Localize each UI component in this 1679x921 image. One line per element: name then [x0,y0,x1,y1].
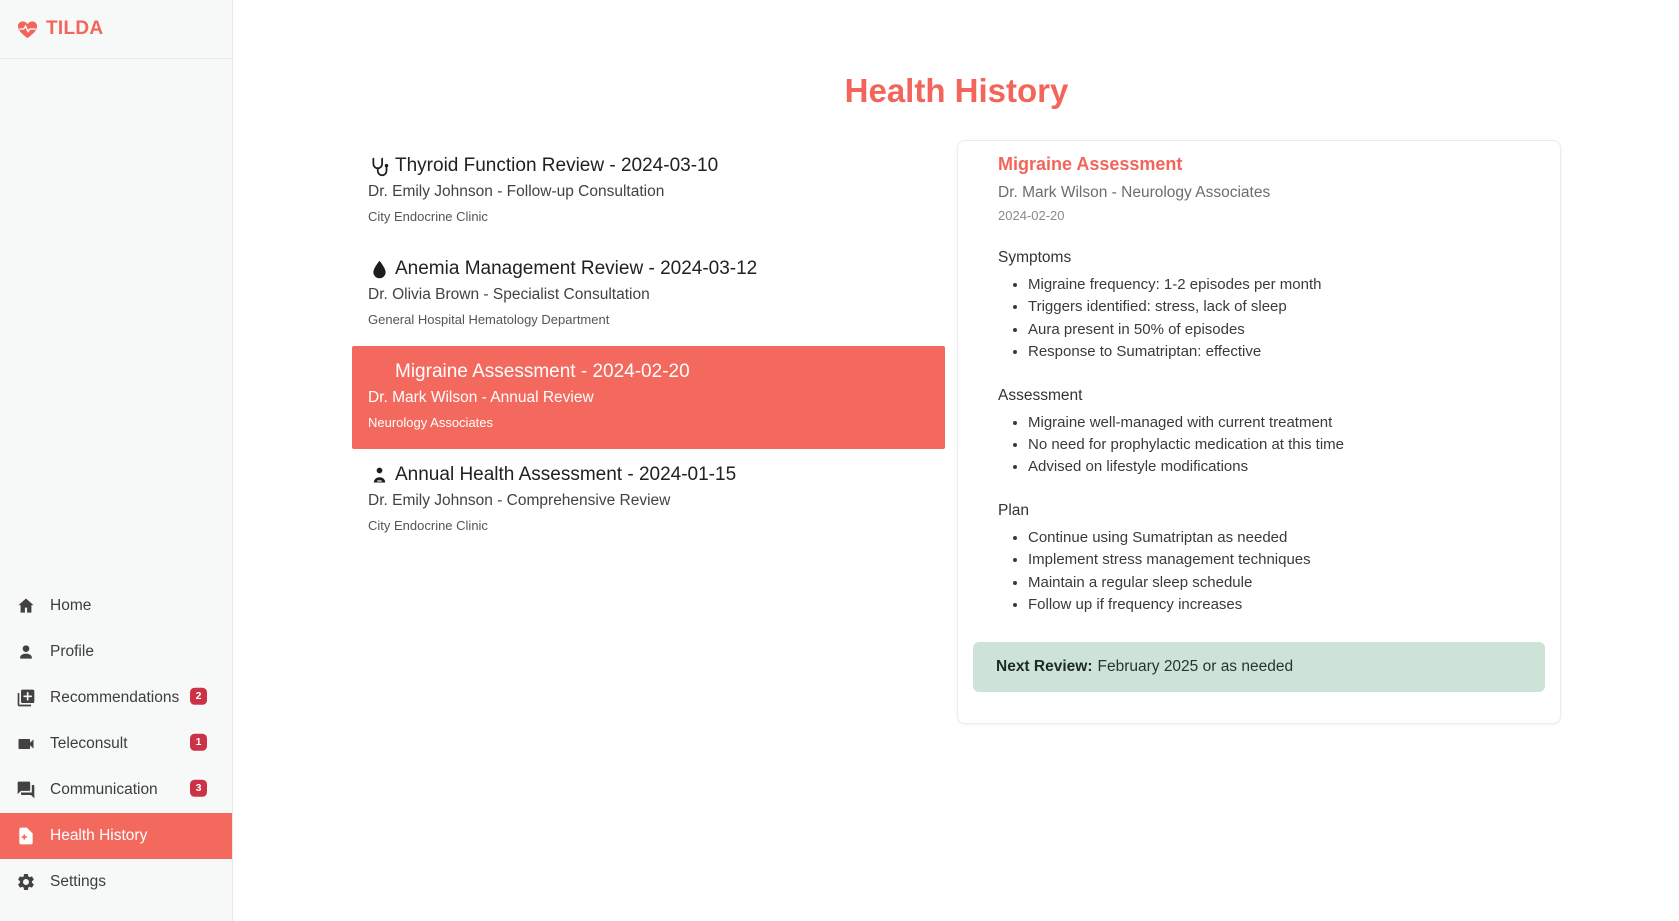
record-subtitle: Dr. Emily Johnson - Comprehensive Review [368,492,671,509]
detail-bullet: • Migraine frequency: 1-2 episodes per month [1028,274,1545,296]
sidebar [0,0,233,921]
sidebar-item-communication[interactable] [0,767,232,813]
record-location: Neurology Associates [368,415,494,430]
sidebar-item-health-history[interactable] [0,813,232,859]
home-icon [15,595,37,617]
sidebar-item-settings[interactable] [0,859,232,905]
video-camera-icon [15,733,37,755]
symptoms-list [998,274,1545,364]
detail-bullet: • Response to Sumatriptan: effective [1028,341,1545,363]
section-heading: Plan [998,501,1030,519]
communication-badge: 3 [190,780,207,797]
medical-document-icon [15,825,37,847]
sidebar-nav [0,583,232,905]
section-heading: Assessment [998,386,1083,404]
record-list [352,140,945,552]
sidebar-item-label: Profile [50,643,94,660]
sidebar-item-label: Health History [50,827,148,844]
next-review-value: February 2025 or as needed [1097,658,1294,676]
detail-bullet: • Aura present in 50% of episodes [1028,319,1545,341]
record-icon-placeholder [368,361,390,383]
record-location: City Endocrine Clinic [368,518,488,533]
sidebar-item-label: Settings [50,873,107,890]
record-item-anemia[interactable] [352,243,945,346]
detail-bullet: • Maintain a regular sleep schedule [1028,572,1545,594]
recommendations-badge: 2 [190,688,207,705]
detail-bullet: • Migraine well-managed with current treatment [1028,412,1545,434]
section-heading: Symptoms [998,249,1072,266]
sidebar-item-recommendations[interactable] [0,675,232,721]
stethoscope-icon [368,155,390,177]
person-assessment-icon [368,464,390,486]
detail-provider: Dr. Mark Wilson - Neurology Associates [998,184,1271,201]
record-item-annual[interactable] [352,449,945,552]
record-item-thyroid[interactable] [352,140,945,243]
record-subtitle: Dr. Olivia Brown - Specialist Consultation [368,286,650,303]
plan-list [998,527,1545,617]
next-review-banner [973,642,1545,692]
page-title: Health History [844,72,1069,109]
sidebar-item-home[interactable] [0,583,232,629]
detail-bullet: • Triggers identified: stress, lack of sleep [1028,296,1545,318]
detail-title: Migraine Assessment [998,154,1183,174]
main-content [233,0,1679,921]
drop-icon [368,258,390,280]
next-review-label: Next Review: [996,658,1093,676]
sidebar-item-label: Teleconsult [50,735,128,752]
section-assessment [973,385,1545,479]
person-icon [15,641,37,663]
sidebar-item-profile[interactable] [0,629,232,675]
sidebar-item-label: Recommendations [50,689,180,706]
record-item-migraine-selected[interactable] [352,346,945,449]
section-plan [973,500,1545,617]
gear-icon [15,871,37,893]
detail-date: 2024-02-20 [998,208,1065,223]
record-title: Annual Health Assessment - 2024-01-15 [395,464,737,485]
section-symptoms [973,247,1545,364]
teleconsult-badge: 1 [190,734,207,751]
record-title: Anemia Management Review - 2024-03-12 [395,258,758,279]
heart-pulse-icon [16,18,39,41]
detail-bullet: • Implement stress management techniques [1028,549,1545,571]
sidebar-item-label: Communication [50,781,158,798]
detail-bullet: • Continue using Sumatriptan as needed [1028,527,1545,549]
logo-bar [0,0,232,59]
library-add-icon [15,687,37,709]
sidebar-item-teleconsult[interactable] [0,721,232,767]
record-detail-card [957,140,1561,724]
record-location: City Endocrine Clinic [368,209,488,224]
assessment-list [998,412,1545,479]
chat-bubbles-icon [15,779,37,801]
app-title: TILDA [46,18,104,39]
sidebar-item-label: Home [50,597,92,614]
record-subtitle: Dr. Mark Wilson - Annual Review [368,389,594,406]
detail-bullet: • Advised on lifestyle modifications [1028,456,1545,478]
record-location: General Hospital Hematology Department [368,312,610,327]
record-subtitle: Dr. Emily Johnson - Follow-up Consultation [368,183,665,200]
detail-bullet: • Follow up if frequency increases [1028,594,1545,616]
content-columns [352,140,1561,724]
record-title: Thyroid Function Review - 2024-03-10 [395,155,719,176]
detail-bullet: • No need for prophylactic medication at this time [1028,434,1545,456]
record-title: Migraine Assessment - 2024-02-20 [395,361,690,382]
